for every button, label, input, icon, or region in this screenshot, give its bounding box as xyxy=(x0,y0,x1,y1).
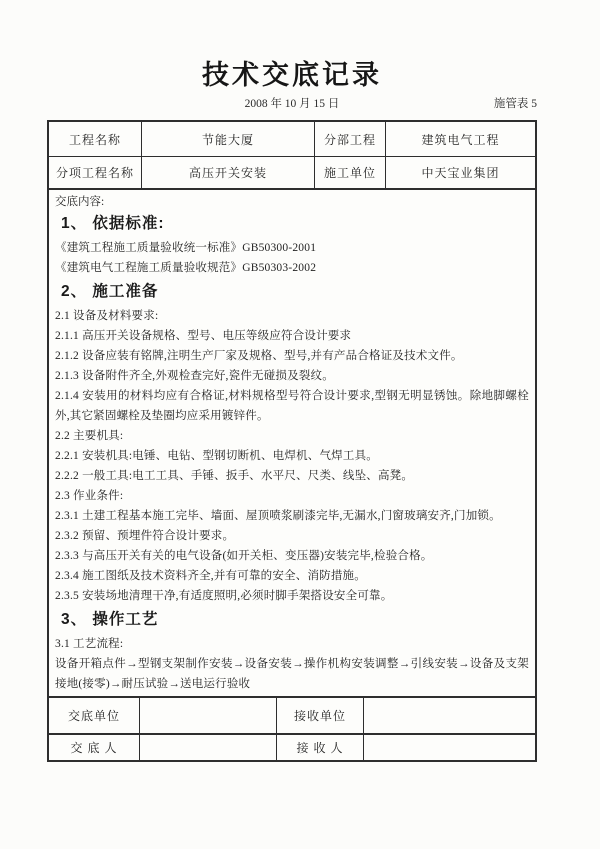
content-paragraph: 2.1.4 安装用的材料均应有合格证,材料规格型号符合设计要求,型钢无明显锈蚀。除地脚螺栓外,其它紧固螺栓及垫圈均应采用镀锌件。 xyxy=(55,390,529,422)
project-name-label: 工程名称 xyxy=(49,122,142,156)
receiving-unit-value xyxy=(364,698,535,733)
process-flow-paragraph: 设备开箱点件→型钢支架制作安装→设备安装→操作机构安装调整→引线安装→设备及支架接地(接零)→耐压试验→送电运行验收 xyxy=(55,658,529,690)
content-paragraph: 2.3.2 预留、预埋件符合设计要求。 xyxy=(55,530,235,542)
contractor-value: 中天宝业集团 xyxy=(421,166,500,180)
content-paragraph: 《建筑电气工程施工质量验收规范》GB50303-2002 xyxy=(55,262,317,274)
section-heading-standards: 1、 依据标准: xyxy=(61,215,165,232)
content-paragraph: 2.1 设备及材料要求: xyxy=(55,310,159,322)
info-row-1 xyxy=(49,122,535,157)
division-work-label: 分部工程 xyxy=(315,122,386,156)
content-paragraph: 3.1 工艺流程: xyxy=(55,638,124,650)
document-body xyxy=(47,0,537,762)
info-row-2 xyxy=(49,157,535,190)
page-title: 技术交底记录 xyxy=(202,60,382,90)
content-paragraph: 2.3.1 土建工程基本施工完毕、墙面、屋顶喷浆刷漆完毕,无漏水,门窗玻璃安齐,门加锁。 xyxy=(55,510,501,522)
content-paragraph: 2.2 主要机具: xyxy=(55,430,124,442)
content-paragraph: 2.3.3 与高压开关有关的电气设备(如开关柜、变压器)安装完毕,检验合格。 xyxy=(55,550,433,562)
content-paragraph: 2.2.2 一般工具:电工工具、手锤、扳手、水平尺、尺类、线坠、高凳。 xyxy=(55,470,414,482)
signature-row-units xyxy=(49,698,535,735)
content-paragraph: 2.3.4 施工图纸及技术资料齐全,并有可靠的安全、消防措施。 xyxy=(55,570,366,582)
disclosure-content-cell xyxy=(49,190,535,698)
content-paragraph: 2.1.3 设备附件齐全,外观检查完好,瓷件无碰损及裂纹。 xyxy=(55,370,334,382)
main-table xyxy=(47,120,537,762)
section-heading-procedure: 3、 操作工艺 xyxy=(61,611,159,628)
receiver-value xyxy=(364,735,535,760)
subproject-name-label: 分项工程名称 xyxy=(49,157,142,188)
discloser-value xyxy=(140,735,277,760)
discloser-label: 交 底 人 xyxy=(49,735,140,760)
document-date: 2008 年 10 月 15 日 xyxy=(244,98,340,110)
division-work-value: 建筑电气工程 xyxy=(421,132,500,147)
content-paragraph: 2.1.2 设备应装有铭牌,注明生产厂家及规格、型号,并有产品合格证及技术文件。 xyxy=(55,350,463,362)
project-name-value: 节能大厦 xyxy=(142,122,315,156)
content-paragraph: 2.2.1 安装机具:电锤、电钻、型钢切断机、电焊机、气焊工具。 xyxy=(55,450,378,462)
signature-row-persons xyxy=(49,735,535,760)
content-paragraph: 2.3 作业条件: xyxy=(55,490,124,502)
receiving-unit-label: 接收单位 xyxy=(277,698,364,733)
section-heading-preparation: 2、 施工准备 xyxy=(61,283,159,300)
subproject-name-value: 高压开关安装 xyxy=(142,157,315,188)
content-paragraph: 《建筑工程施工质量验收统一标准》GB50300-2001 xyxy=(55,242,317,254)
form-code-label: 施管表 5 xyxy=(493,98,537,110)
disclosing-unit-value xyxy=(140,698,277,733)
content-paragraph: 2.1.1 高压开关设备规格、型号、电压等级应符合设计要求 xyxy=(55,330,352,342)
content-paragraph: 2.3.5 安装场地清理干净,有适度照明,必须时脚手架搭设安全可靠。 xyxy=(55,590,393,602)
date-row xyxy=(47,95,537,113)
content-section-label: 交底内容: xyxy=(55,196,105,208)
disclosing-unit-label: 交底单位 xyxy=(49,698,140,733)
receiver-label: 接 收 人 xyxy=(277,735,364,760)
contractor-label: 施工单位 xyxy=(315,157,386,188)
